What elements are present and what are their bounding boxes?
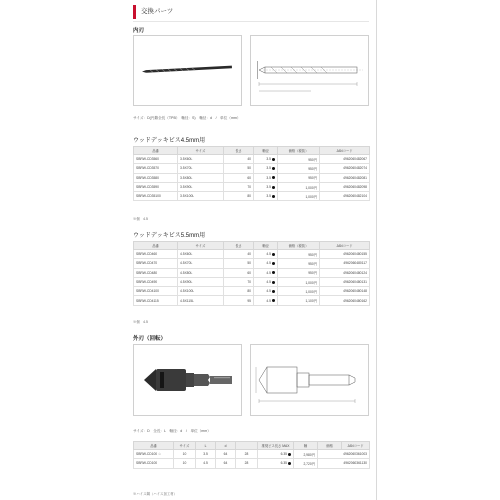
shaft-dot-icon	[272, 299, 275, 302]
cell-length: 50	[224, 259, 254, 268]
cell-part-number: SBRW-CD3590	[134, 182, 178, 191]
drill-bit-diagram	[251, 36, 368, 105]
cell-size: 3.5X90L	[178, 182, 224, 191]
table-row	[134, 450, 370, 459]
cell-length: 70	[224, 277, 254, 286]
cell-shaft	[258, 459, 294, 468]
cell-size: 4.5X60L	[178, 250, 224, 259]
col-header	[236, 442, 258, 450]
cutter-image	[134, 345, 241, 415]
cell-price: 1,000円	[278, 192, 320, 201]
cell-d: 64	[216, 459, 236, 468]
cell-length: 50	[224, 164, 254, 173]
cell-shaft	[254, 164, 278, 173]
cell-shaft-value: 3.5	[266, 166, 271, 171]
cell-length: 60	[224, 268, 254, 277]
cell-length: 60	[224, 173, 254, 182]
table1-note: ※個 4.5	[133, 217, 148, 221]
table-row	[134, 296, 370, 305]
cell-jan: 4962060482098	[320, 182, 370, 191]
shaft-dot-icon	[272, 271, 275, 274]
cell-length: 80	[224, 287, 254, 296]
cell-size: 10	[174, 459, 196, 468]
table-row	[134, 277, 370, 286]
cell-value: 28	[236, 459, 258, 468]
cell-shaft-value: 4.5	[266, 298, 271, 303]
col-header: 推奨ビス長さ MAX	[258, 442, 294, 450]
cell-shaft-value: 3.5	[266, 157, 271, 162]
shaft-dot-icon	[272, 290, 275, 293]
cell-length: 80	[224, 192, 254, 201]
cell-jan: 4962060361003	[318, 450, 370, 459]
col-header: サイズ	[178, 147, 224, 155]
cell-price: 2,720円	[294, 459, 318, 468]
inner-blade-photo	[133, 35, 242, 106]
cell-shaft	[254, 173, 278, 182]
cell-price: 950円	[278, 250, 320, 259]
cell-jan: 4962060361130	[318, 459, 370, 468]
cell-part-number: SBRW-CD4100	[134, 287, 178, 296]
table-row	[134, 259, 370, 268]
table3-header-row	[134, 442, 370, 450]
cell-shaft	[254, 250, 278, 259]
col-header: 品番	[134, 147, 178, 155]
cell-jan: 4962060482081	[320, 173, 370, 182]
table-row	[134, 182, 370, 191]
table2-header-row	[134, 242, 370, 250]
shaft-dot-icon	[272, 253, 275, 256]
table-row	[134, 164, 370, 173]
table2-note: ※個 4.5	[133, 320, 148, 324]
cell-part-number: SBRW-CD3570	[134, 164, 178, 173]
cell-part-number: SBRW-CD3580	[134, 173, 178, 182]
cell-jan: 4962060480124	[320, 268, 370, 277]
shaft-dot-icon	[272, 262, 275, 265]
cell-value: 28	[236, 450, 258, 459]
shaft-dot-icon	[288, 453, 291, 456]
cell-part-number: SBRW-CD490	[134, 277, 178, 286]
cell-price: 1,100円	[278, 296, 320, 305]
col-header: JANコード	[320, 242, 370, 250]
col-header: 価格	[318, 442, 342, 450]
cell-length: 95	[224, 296, 254, 305]
section-divider	[133, 21, 369, 22]
table-row	[134, 173, 370, 182]
cell-length: 40	[224, 155, 254, 164]
cutter-diagram	[251, 345, 368, 415]
cell-shaft	[254, 259, 278, 268]
table3	[133, 441, 370, 469]
shaft-dot-icon	[272, 167, 275, 170]
table-row	[134, 287, 370, 296]
cell-size: 10	[174, 450, 196, 459]
col-header: 品番	[134, 442, 174, 450]
cell-l: 3.5	[196, 450, 216, 459]
cell-shaft	[254, 277, 278, 286]
shaft-dot-icon	[272, 281, 275, 284]
inner-blade-caption: サイズ：D(円錐全長（TPB） 軸径：S) 軸径：d / 単位（mm）	[133, 116, 241, 120]
cell-shaft-value: 4.5	[266, 289, 271, 294]
cell-jan: 4962060480148	[320, 287, 370, 296]
cell-size: 4.5X100L	[178, 287, 224, 296]
col-header: サイズ	[178, 242, 224, 250]
cell-shaft-value: 4.5	[266, 252, 271, 257]
col-header: 品番	[134, 242, 178, 250]
cell-part-number: SBRW-CD470	[134, 259, 178, 268]
table-row	[134, 192, 370, 201]
cell-shaft	[254, 287, 278, 296]
drill-bit-image	[134, 36, 241, 105]
cell-shaft-value: 3.5	[266, 175, 271, 180]
shaft-dot-icon	[272, 186, 275, 189]
cell-shaft	[258, 450, 294, 459]
col-header: 長さ	[224, 242, 254, 250]
cell-size: 4.5X90L	[178, 277, 224, 286]
cell-shaft-value: 3.5	[266, 185, 271, 190]
cell-price: 1,000円	[278, 287, 320, 296]
cell-part-number: SBRW-CD4115	[134, 296, 178, 305]
cell-size: 3.5X60L	[178, 155, 224, 164]
cell-size: 3.5X100L	[178, 192, 224, 201]
cell-jan: 4962060480117	[320, 259, 370, 268]
cell-price: 950円	[278, 268, 320, 277]
inner-blade-diagram	[250, 35, 369, 106]
col-header: 軸	[294, 442, 318, 450]
cell-price: 950円	[278, 155, 320, 164]
cell-jan: 4962060480155	[320, 250, 370, 259]
shaft-dot-icon	[272, 195, 275, 198]
col-header: d	[216, 442, 236, 450]
col-header: 軸径	[254, 242, 278, 250]
cell-length: 70	[224, 182, 254, 191]
cell-price: 950円	[278, 259, 320, 268]
col-header: JANコード	[342, 442, 370, 450]
col-header: 価格（税抜）	[278, 147, 320, 155]
cell-price: 1,000円	[278, 182, 320, 191]
inner-blade-heading: 内刃	[133, 28, 145, 34]
table1-title: ウッドデッキビス4.5mm用	[133, 138, 206, 144]
cell-jan: 4962060482067	[320, 155, 370, 164]
shaft-dot-icon	[288, 462, 291, 465]
table3-note: ※ハイス鋼（ハイス加工材）	[133, 492, 178, 496]
cell-jan: 4962060482104	[320, 192, 370, 201]
shaft-dot-icon	[272, 158, 275, 161]
cell-shaft	[254, 192, 278, 201]
outer-blade-heading: 外刃（回転）	[133, 336, 167, 342]
cell-shaft-value: 6.35	[280, 461, 287, 466]
cell-part-number: SBRW-CD35100	[134, 192, 178, 201]
cell-size: 3.5X80L	[178, 173, 224, 182]
cell-l: 4.5	[196, 459, 216, 468]
outer-blade-photo	[133, 344, 242, 416]
cell-price: 1,000円	[278, 277, 320, 286]
outer-blade-caption: サイズ：D 全長：L 軸径：d / 単位（mm）	[133, 429, 211, 433]
cell-part-number: SBRW-CD460	[134, 250, 178, 259]
cell-part-number: SBRW-CD100 ☆	[134, 450, 174, 459]
table2	[133, 241, 370, 306]
table1	[133, 146, 370, 201]
outer-blade-diagram	[250, 344, 369, 416]
cell-size: 4.5X70L	[178, 259, 224, 268]
col-header: 価格（税抜）	[278, 242, 320, 250]
cell-shaft-value: 3.5	[266, 194, 271, 199]
cell-part-number: SBRW-CD100	[134, 459, 174, 468]
cell-shaft-value: 4.5	[266, 280, 271, 285]
content-border	[376, 0, 377, 500]
cell-size: 3.5X70L	[178, 164, 224, 173]
cell-shaft-value: 4.5	[266, 261, 271, 266]
table2-title: ウッドデッキビス5.5mm用	[133, 233, 206, 239]
cell-jan: 4962060480162	[320, 296, 370, 305]
cell-price: 950円	[278, 164, 320, 173]
col-header: JANコード	[320, 147, 370, 155]
cell-size: 4.5X80L	[178, 268, 224, 277]
cell-part-number: SBRW-CD480	[134, 268, 178, 277]
section-title: 交換パーツ	[133, 5, 173, 19]
table1-header-row	[134, 147, 370, 155]
table-row	[134, 268, 370, 277]
table-row	[134, 250, 370, 259]
col-header: L	[196, 442, 216, 450]
cell-shaft	[254, 182, 278, 191]
shaft-dot-icon	[272, 176, 275, 179]
cell-shaft	[254, 155, 278, 164]
cell-jan: 4962060482074	[320, 164, 370, 173]
cell-shaft	[254, 296, 278, 305]
cell-jan: 4962060480131	[320, 277, 370, 286]
cell-shaft-value: 6.35	[280, 452, 287, 457]
cell-price: 2,980円	[294, 450, 318, 459]
col-header: 軸径	[254, 147, 278, 155]
cell-part-number: SBRW-CD3560	[134, 155, 178, 164]
cell-shaft-value: 4.5	[266, 270, 271, 275]
cell-d: 64	[216, 450, 236, 459]
col-header: 長さ	[224, 147, 254, 155]
cell-size: 4.5X115L	[178, 296, 224, 305]
cell-price: 950円	[278, 173, 320, 182]
table-row	[134, 459, 370, 468]
cell-length: 40	[224, 250, 254, 259]
col-header: サイズ	[174, 442, 196, 450]
table-row	[134, 155, 370, 164]
cell-shaft	[254, 268, 278, 277]
